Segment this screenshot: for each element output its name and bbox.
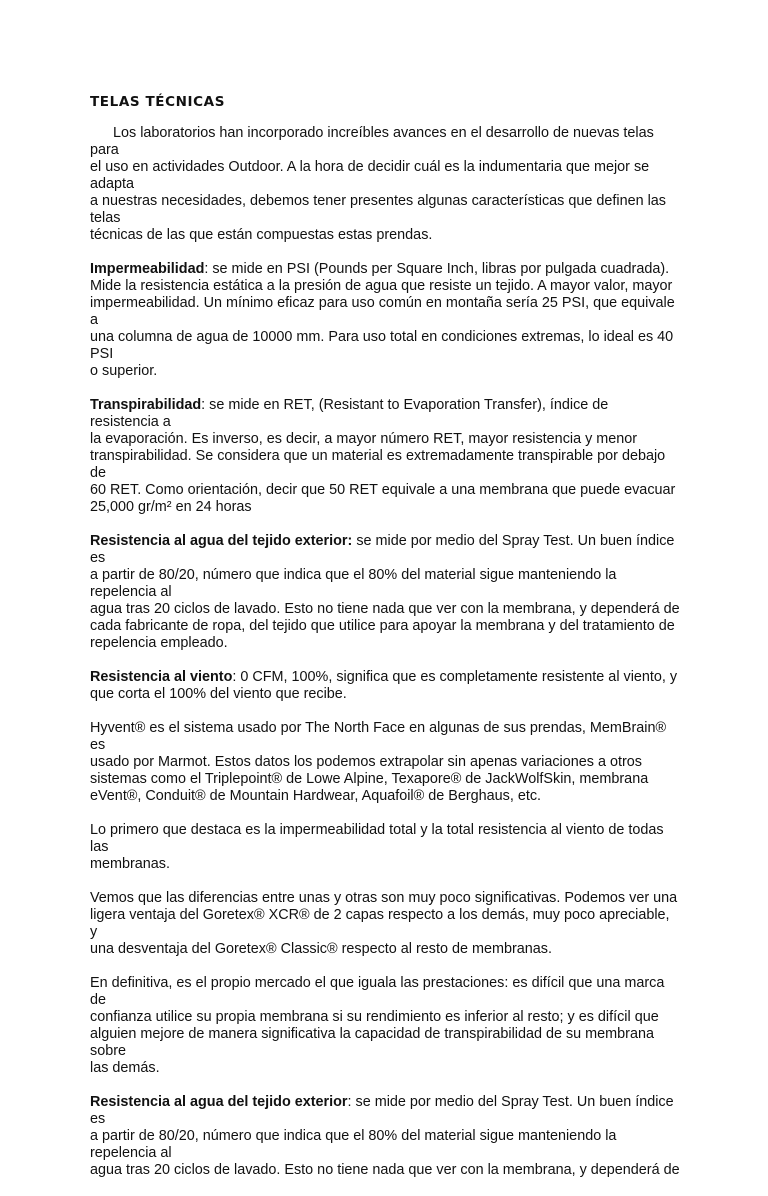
paragraph-vemos <box>90 890 680 958</box>
paragraph-en-definitiva <box>90 975 680 1077</box>
paragraph-resistencia-agua <box>90 533 680 652</box>
paragraph-hyvent <box>90 720 680 805</box>
document-title: TELAS TÉCNICAS <box>90 94 226 110</box>
paragraph-impermeabilidad <box>90 261 680 380</box>
paragraph-text: : se mide en RET, (Resistant to Evaporation Transfer), índice de resistencia a la evaporación. Es inverso, es decir, a mayor número RET, mayor resistencia y menor transpirabilidad. Se considera que un material es extremadamente transpirable por debajo de 60 RET. Como orientación, decir que 50 RET equivale a una membrana que puede evacuar 25,000 gr/m² en 24 horas <box>90 397 676 515</box>
paragraph-text: Hyvent® es el sistema usado por The North Face en algunas de sus prendas, MemBrain® es usado por Marmot. Estos datos los podemos extrapolar sin apenas variaciones a otros sistemas como el Triplepoint® de Lowe Alpine, Texapore® de JackWolfSkin, membrana eVent®, Conduit® de Mountain Hardwear, Aquafoil® de Berghaus, etc. <box>90 720 667 804</box>
paragraph-lead: Resistencia al agua del tejido exterior: <box>90 533 353 549</box>
paragraph-lead: Resistencia al viento <box>90 669 233 685</box>
paragraph-transpirabilidad <box>90 397 680 516</box>
paragraph-text: se mide por medio del Spray Test. Un buen índice es a partir de 80/20, número que indica que el 80% del material sigue manteniendo la repelencia al agua tras 20 ciclos de lavado. Esto no tiene nada que ver con la membrana, y dependerá de cada fabricante de ropa, del tejido que utilice para apoyar la membrana y del tratamiento de repelencia empleado. <box>90 533 680 651</box>
paragraph-resistencia-agua-repeat <box>90 1094 680 1179</box>
paragraph-lead: Resistencia al agua del tejido exterior <box>90 1094 348 1110</box>
document-page <box>90 93 680 1196</box>
paragraph-intro <box>90 125 680 244</box>
paragraph-text: En definitiva, es el propio mercado el que iguala las prestaciones: es difícil que una marca de confianza utilice su propia membrana si su rendimiento es inferior al resto; y es difícil que alguien mejore de manera significativa la capacidad de transpirabilidad de su membrana sobre las demás. <box>90 975 665 1076</box>
paragraph-resistencia-viento <box>90 669 680 703</box>
paragraph-text: Vemos que las diferencias entre unas y otras son muy poco significativas. Podemos ver una ligera ventaja del Goretex® XCR® de 2 capas respecto a los demás, muy poco apreciable, y una desventaja del Goretex® Classic® respecto al resto de membranas. <box>90 890 678 957</box>
paragraph-text: Los laboratorios han incorporado increíbles avances en el desarrollo de nuevas telas para el uso en actividades Outdoor. A la hora de decidir cuál es la indumentaria que mejor se adapta a nuestras necesidades, debemos tener presentes algunas características que definen las telas técnicas de las que están compuestas estas prendas. <box>90 125 666 243</box>
paragraph-lead: Transpirabilidad <box>90 397 202 413</box>
paragraph-text: : 0 CFM, 100%, significa que es completamente resistente al viento, y que corta el 100% del viento que recibe. <box>90 669 678 702</box>
paragraph-lo-primero <box>90 822 680 873</box>
paragraph-text: Lo primero que destaca es la impermeabilidad total y la total resistencia al viento de todas las membranas. <box>90 822 664 872</box>
paragraph-lead: Impermeabilidad <box>90 261 205 277</box>
paragraph-text: : se mide en PSI (Pounds per Square Inch, libras por pulgada cuadrada). Mide la resistencia estática a la presión de agua que resiste un tejido. A mayor valor, mayor impermeabilidad. Un mínimo eficaz para uso común en montaña sería 25 PSI, que equivale a una columna de agua de 10000 mm. Para uso total en condiciones extremas, lo ideal es 40 PSI o superior. <box>90 261 675 379</box>
paragraph-text: : se mide por medio del Spray Test. Un buen índice es a partir de 80/20, número que indica que el 80% del material sigue manteniendo la repelencia al agua tras 20 ciclos de lavado. Esto no tiene nada que ver con la membrana, y dependerá de <box>90 1094 680 1178</box>
